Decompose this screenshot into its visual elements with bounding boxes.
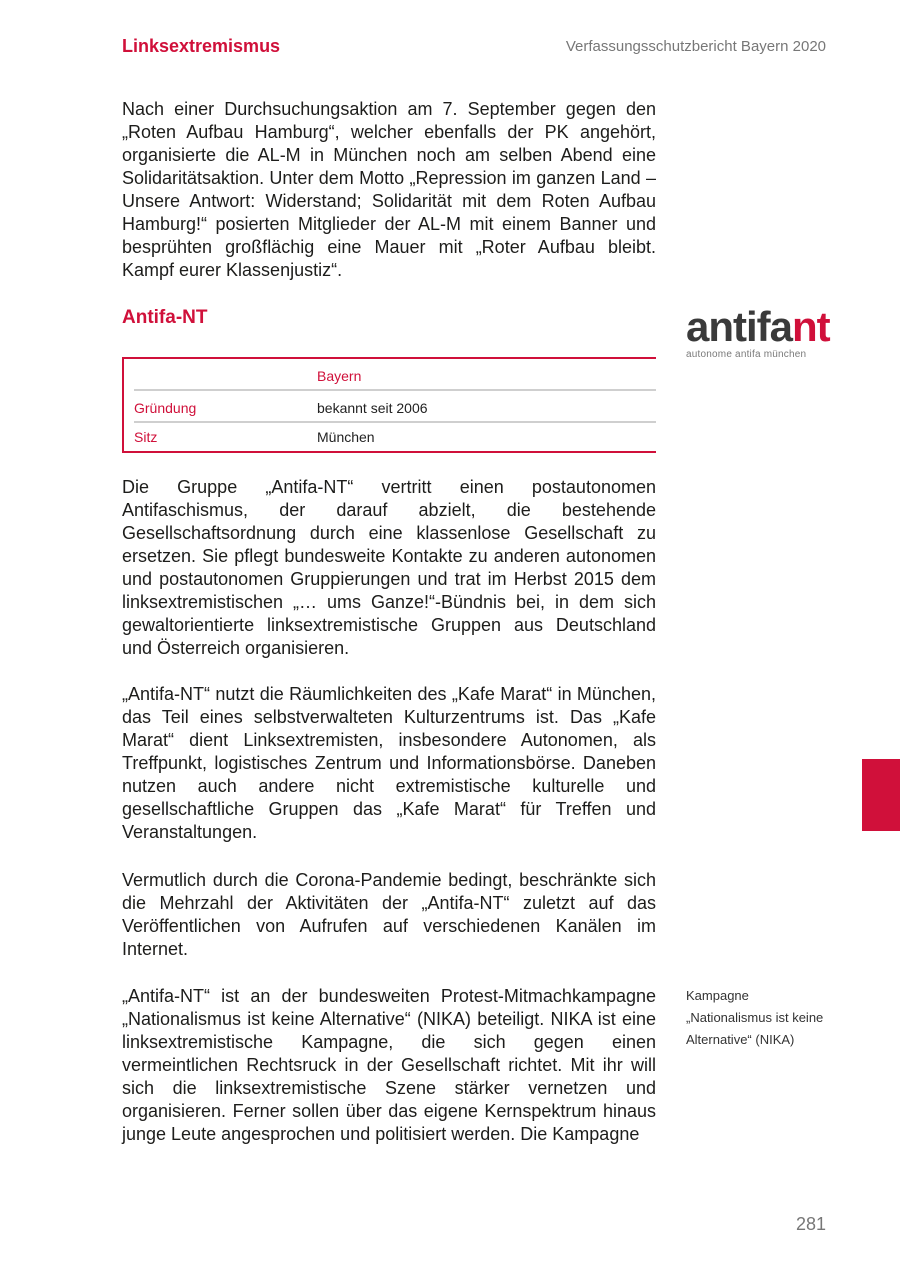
- antifa-nt-logo: [686, 303, 830, 362]
- page-number: 281: [795, 1214, 826, 1234]
- info-box-divider: [134, 421, 656, 423]
- body-paragraph: Vermutlich durch die Corona-Pandemie bedingt, beschränkte sich die Mehrzahl der Aktivitäten der „Antifa-NT“ zuletzt auf das Veröffentlichen von Aufrufen auf verschiedenen Kanälen im Internet.: [122, 870, 656, 959]
- logo-wordmark: [686, 303, 830, 350]
- info-box-label: Gründung: [134, 400, 197, 416]
- body-paragraph: „Antifa-NT“ ist an der bundesweiten Protest-Mitmachkampagne „Nationalismus ist keine Alternative“ (NIKA) beteiligt. NIKA ist eine linksextremistische Kampagne, die sich gegen einen vermeintlichen Rechtsruck in der Gesellschaft richtet. Mit ihr will sich die linksextremistische Szene stärker vernetzen und organisieren. Ferner sollen über das eigene Kernspektrum hinaus junge Leute angesprochen und politisiert werden. Die Kampagne: [122, 986, 656, 1144]
- logo-word-main: antifa: [686, 303, 793, 350]
- body-paragraph: Die Gruppe „Antifa-NT“ vertritt einen postautonomen Antifaschismus, der darauf abzielt, die bestehende Gesellschaftsordnung durch eine klassenlose Gesellschaft zu ersetzen. Sie pflegt bundesweite Kontakte zu anderen autonomen und postautonomen Gruppierungen und trat im Herbst 2015 dem linksextremistischen „… ums Ganze!“-Bündnis bei, in dem sich gewaltorientierte linksextremistische Gruppen aus Deutschland und Österreich organisieren.: [122, 477, 656, 658]
- running-publication-title: Verfassungsschutzbericht Bayern 2020: [565, 38, 826, 55]
- body-paragraph: „Antifa-NT“ nutzt die Räumlichkeiten des „Kafe Marat“ in München, das Teil eines selbstverwalteten Kulturzentrums ist. Das „Kafe Marat“ dient Linksextremisten, insbesondere Autonomen, als Treffpunkt, logistisches Zentrum und Informationsbörse. Daneben nutzen auch andere nicht extremistische kulturelle und gesellschaftliche Gruppen das „Kafe Marat“ für Treffen und Veranstaltungen.: [122, 684, 656, 842]
- info-box-value: München: [317, 429, 375, 445]
- info-box: [122, 357, 656, 453]
- section-heading: Antifa-NT: [122, 307, 208, 328]
- body-block-2: [122, 683, 656, 844]
- logo-tagline: autonome antifa münchen: [686, 349, 807, 360]
- logo-word-accent: nt: [792, 303, 830, 350]
- info-box-value: bekannt seit 2006: [317, 400, 428, 416]
- running-section-title: Linksextremismus: [122, 36, 281, 56]
- intro-block: [122, 98, 656, 282]
- info-box-label: Sitz: [134, 429, 158, 445]
- margin-note: Kampagne „Nationalismus ist keine Alternative“ (NIKA): [686, 988, 824, 1047]
- info-box-divider: [134, 389, 656, 391]
- body-block-1: [122, 476, 656, 660]
- body-block-3: [122, 869, 656, 961]
- info-box-column-header: Bayern: [317, 368, 362, 384]
- body-block-4: [122, 985, 656, 1146]
- chapter-thumb-tab: [862, 759, 900, 831]
- intro-paragraph: Nach einer Durchsuchungsaktion am 7. September gegen den „Roten Aufbau Hamburg“, welcher ebenfalls der PK angehört, organisierte die AL-M in München noch am selben Abend eine Solidaritätsaktion. Unter dem Motto „Repression im ganzen Land – Unsere Antwort: Widerstand; Solidarität mit dem Roten Aufbau Hamburg!“ posierten Mitglieder der AL-M mit einem Banner und besprühten großflächig eine Mauer mit „Roter Aufbau bleibt. Kampf eurer Klassenjustiz“.: [122, 99, 656, 280]
